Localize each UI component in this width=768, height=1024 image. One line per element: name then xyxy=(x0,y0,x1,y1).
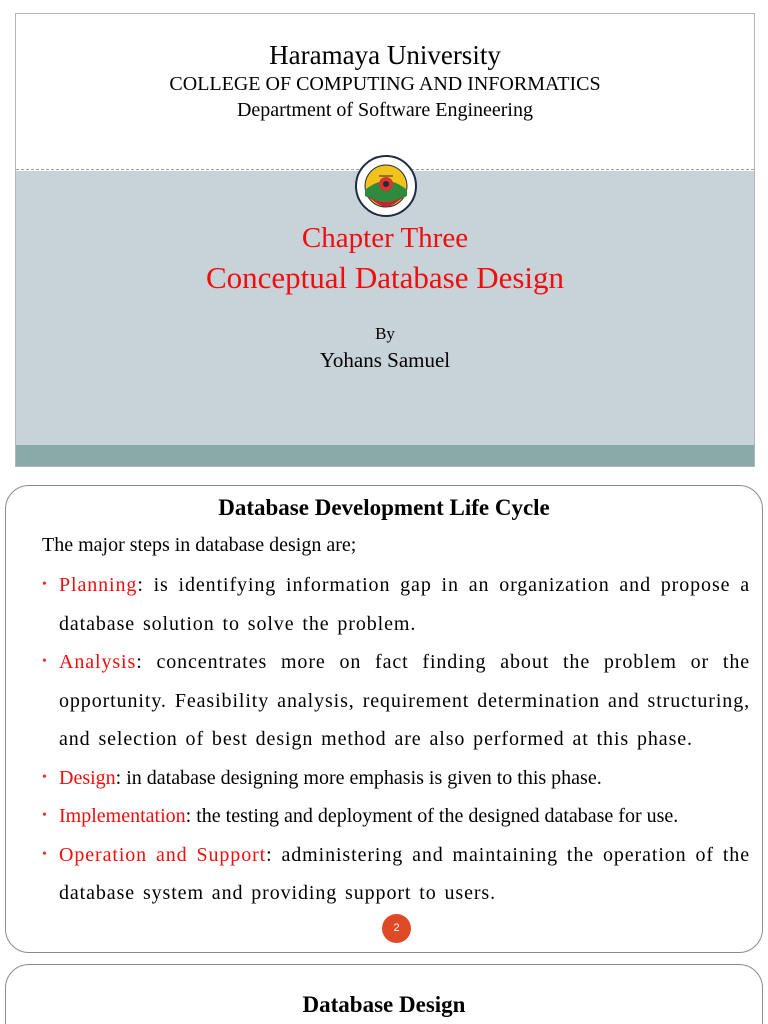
step-term: Operation and Support xyxy=(59,843,267,866)
step-term: Analysis xyxy=(59,651,137,673)
bullet-icon: • xyxy=(42,577,48,592)
list-item xyxy=(42,797,750,836)
bullet-icon: • xyxy=(42,846,48,862)
database-design-slide xyxy=(5,964,763,1024)
ddlc-slide xyxy=(5,485,763,953)
by-label: By xyxy=(375,324,395,343)
chapter-title: Conceptual Database Design xyxy=(205,260,565,295)
haramaya-university-seal-icon xyxy=(354,154,418,218)
slide-title: Database Design xyxy=(302,992,466,1017)
footer-band xyxy=(16,445,754,467)
intro-text: The major steps in database design are; xyxy=(42,534,357,556)
bullet-icon: • xyxy=(42,808,47,823)
list-item xyxy=(42,643,750,759)
step-term: Design xyxy=(59,766,116,789)
step-term: Planning xyxy=(59,574,138,596)
bullet-icon: • xyxy=(42,769,47,785)
bullet-icon: • xyxy=(42,654,48,669)
list-item xyxy=(42,759,750,798)
slide-title: Database Development Life Cycle xyxy=(218,495,550,520)
author-name: Yohans Samuel xyxy=(319,348,451,372)
university-name: Haramaya University xyxy=(269,40,501,70)
title-slide xyxy=(15,13,755,467)
step-description: : administering and maintaining the operation of the database system and providing support to users. xyxy=(59,843,750,904)
chapter-label: Chapter Three xyxy=(301,222,469,254)
lifecycle-steps-list xyxy=(42,566,750,913)
step-description: : is identifying information gap in an organization and propose a database solution to solve the problem. xyxy=(59,574,750,635)
department-name: Department of Software Engineering xyxy=(236,99,533,121)
list-item xyxy=(42,836,750,913)
page-number-badge: 2 xyxy=(382,914,411,943)
step-description: : in database designing more emphasis is given to this phase. xyxy=(115,766,602,789)
step-term: Implementation xyxy=(59,805,186,827)
step-description: : the testing and deployment of the designed database for use. xyxy=(185,805,679,827)
college-name: COLLEGE OF COMPUTING AND INFORMATICS xyxy=(169,73,601,95)
step-description: : concentrates more on fact finding about the problem or the opportunity. Feasibility analysis, requirement determination and structuring, and selection of best design method are also performed at this phase. xyxy=(59,651,750,750)
list-item xyxy=(42,566,750,643)
